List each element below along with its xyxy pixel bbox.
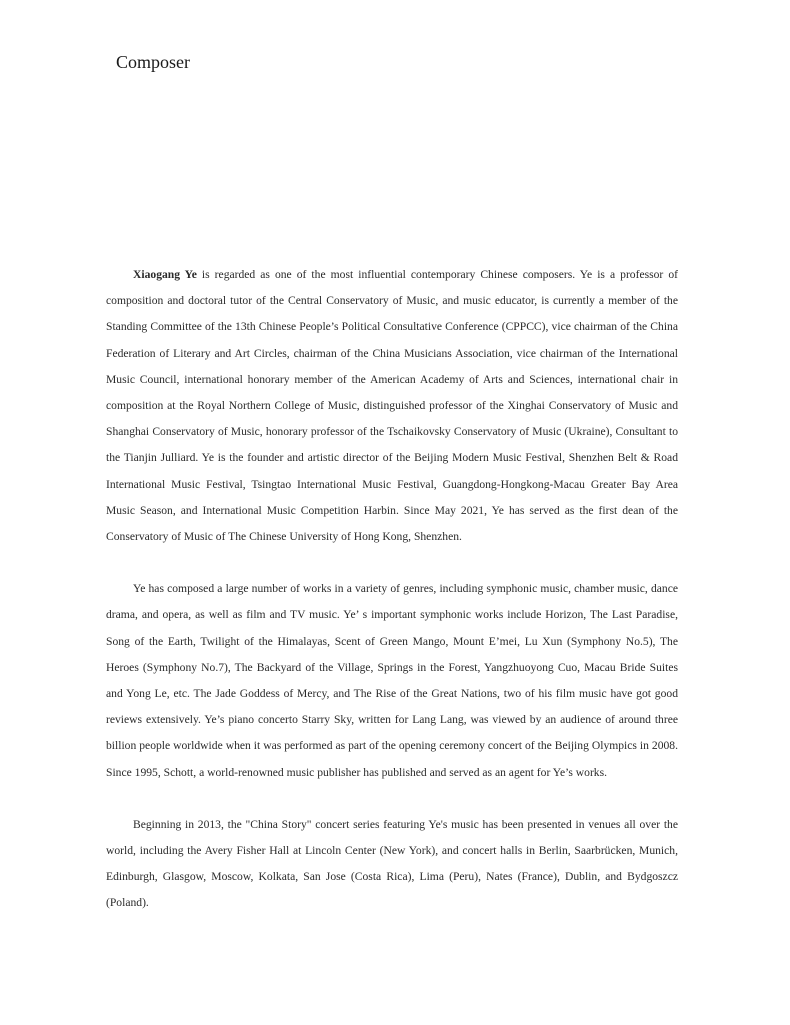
composer-name: Xiaogang Ye [133,268,197,281]
biography-body [106,262,678,917]
bio-paragraph-3: Beginning in 2013, the "China Story" concert series featuring Ye's music has been presented in venues all over the world, including the Avery Fisher Hall at Lincoln Center (New York), and concert halls in Berlin, Saarbrücken, Munich, Edinburgh, Glasgow, Moscow, Kolkata, San Jose (Costa Rica), Lima (Peru), Nates (France), Dublin, and Bydgoszcz (Poland). [106,817,678,910]
bio-paragraph-1 [106,262,678,550]
bio-paragraph-2: Ye has composed a large number of works in a variety of genres, including symphonic music, chamber music, dance drama, and opera, as well as film and TV music. Ye’ s important symphonic works include Horizon, The Last Paradise, Song of the Earth, Twilight of the Himalayas, Scent of Green Mango, Mount E’mei, Lu Xun (Symphony No.5), The Heroes (Symphony No.7), The Backyard of the Village, Springs in the Forest, Yangzhuoyong Cuo, Macau Bride Suites and Yong Le, etc. The Jade Goddess of Mercy, and The Rise of the Great Nations, two of his film music have got good reviews extensively. Ye’s piano concerto Starry Sky, written for Lang Lang, was viewed by an audience of around three billion people worldwide when it was performed as part of the opening ceremony concert of the Beijing Olympics in 2008. Since 1995, Schott, a world-renowned music publisher has published and served as an agent for Ye’s works. [106,582,678,779]
page-heading: Composer [116,52,190,72]
bio-paragraph-1-text: is regarded as one of the most influential contemporary Chinese composers. Ye is a professor of composition and doctoral tutor of the Central Conservatory of Music, and music educator, is currently a member of the Standing Committee of the 13th Chinese People’s Political Consultative Conference (CPPCC), vice chairman of the China Federation of Literary and Art Circles, chairman of the China Musicians Association, vice chairman of the International Music Council, international honorary member of the American Academy of Arts and Sciences, international chair in composition at the Royal Northern College of Music, distinguished professor of the Xinghai Conservatory of Music and Shanghai Conservatory of Music, honorary professor of the Tschaikovsky Conservatory of Music (Ukraine), Consultant to the Tianjin Julliard. Ye is the founder and artistic director of the Beijing Modern Music Festival, Shenzhen Belt & Road International Music Festival, Tsingtao International Music Festival, Guangdong-Hongkong-Macau Greater Bay Area Music Season, and International Music Competition Harbin. Since May 2021, Ye has served as the first dean of the Conservatory of Music of The Chinese University of Hong Kong, Shenzhen. [106,268,678,544]
